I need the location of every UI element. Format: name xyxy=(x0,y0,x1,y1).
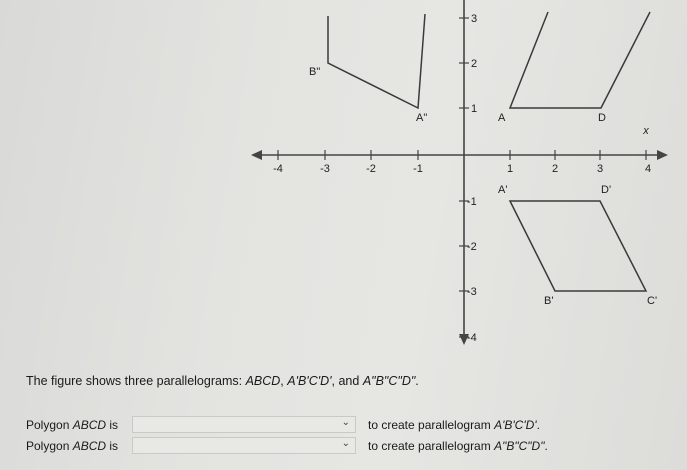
parallelogram-abcd xyxy=(510,12,650,108)
x-tick-label: 4 xyxy=(644,163,652,175)
vertex-label-a: A xyxy=(498,112,506,124)
x-tick-label: 2 xyxy=(551,163,559,175)
row-tail-end: . xyxy=(544,439,548,453)
parallelogram-a-prime xyxy=(510,201,646,291)
caption-sep: , xyxy=(280,374,288,388)
row-verb: is xyxy=(106,439,119,453)
caption-abcd-double-prime: A"B"C"D" xyxy=(362,374,416,388)
x-axis-arrow-left xyxy=(251,150,262,160)
y-tick-label: -2 xyxy=(467,241,477,253)
row-lead-word: Polygon xyxy=(26,418,73,432)
vertex-label-c-prime: C' xyxy=(647,295,658,307)
chevron-down-icon: ⌄ xyxy=(341,417,350,428)
vertex-label-a-prime: A' xyxy=(498,184,508,196)
parallelogram-a-double-prime xyxy=(328,14,425,108)
caption-sep: , and xyxy=(331,374,363,388)
row-lead-text xyxy=(26,439,118,453)
chevron-down-icon: ⌄ xyxy=(341,438,350,449)
y-tick-label: 2 xyxy=(471,58,478,70)
y-tick-label: -1 xyxy=(467,196,477,208)
x-tick-label: -1 xyxy=(413,163,423,175)
y-tick-label: 3 xyxy=(471,13,478,25)
vertex-label-d: D xyxy=(598,112,606,124)
figure-caption xyxy=(26,374,419,388)
row-tail-text xyxy=(368,418,540,432)
transformation-dropdown-2[interactable] xyxy=(132,437,356,454)
caption-abcd-prime: A'B'C'D' xyxy=(287,374,332,388)
row-target-name: A"B"C"D" xyxy=(494,439,545,453)
vertex-label-d-prime: D' xyxy=(601,184,612,196)
x-tick-label: -2 xyxy=(366,163,376,175)
row-target-name: A'B'C'D' xyxy=(494,418,537,432)
vertex-label-b-double-prime: B" xyxy=(309,66,321,78)
row-polygon-name: ABCD xyxy=(72,418,107,432)
y-tick-label: 1 xyxy=(471,103,478,115)
caption-abcd: ABCD xyxy=(245,374,281,388)
x-axis-label: x xyxy=(643,125,649,137)
row-lead-text xyxy=(26,418,118,432)
x-tick-label: 1 xyxy=(506,163,514,175)
transformation-dropdown-1[interactable] xyxy=(132,416,356,433)
row-polygon-name: ABCD xyxy=(72,439,107,453)
vertex-label-a-double-prime: A" xyxy=(416,112,428,124)
caption-end: . xyxy=(415,374,419,388)
y-tick-label: -3 xyxy=(467,286,477,298)
x-tick-label: -3 xyxy=(320,163,330,175)
y-tick-label: -4 xyxy=(467,332,477,344)
row-lead-word: Polygon xyxy=(26,439,73,453)
x-axis-arrow-right xyxy=(657,150,668,160)
x-tick-label: 3 xyxy=(596,163,604,175)
row-tail-text xyxy=(368,439,548,453)
vertex-label-b-prime: B' xyxy=(544,295,554,307)
row-tail-words: to create parallelogram xyxy=(368,439,495,453)
x-tick-label: -4 xyxy=(273,163,283,175)
row-tail-end: . xyxy=(536,418,540,432)
caption-prefix: The figure shows three parallelograms: xyxy=(26,374,246,388)
row-verb: is xyxy=(106,418,119,432)
row-tail-words: to create parallelogram xyxy=(368,418,495,432)
